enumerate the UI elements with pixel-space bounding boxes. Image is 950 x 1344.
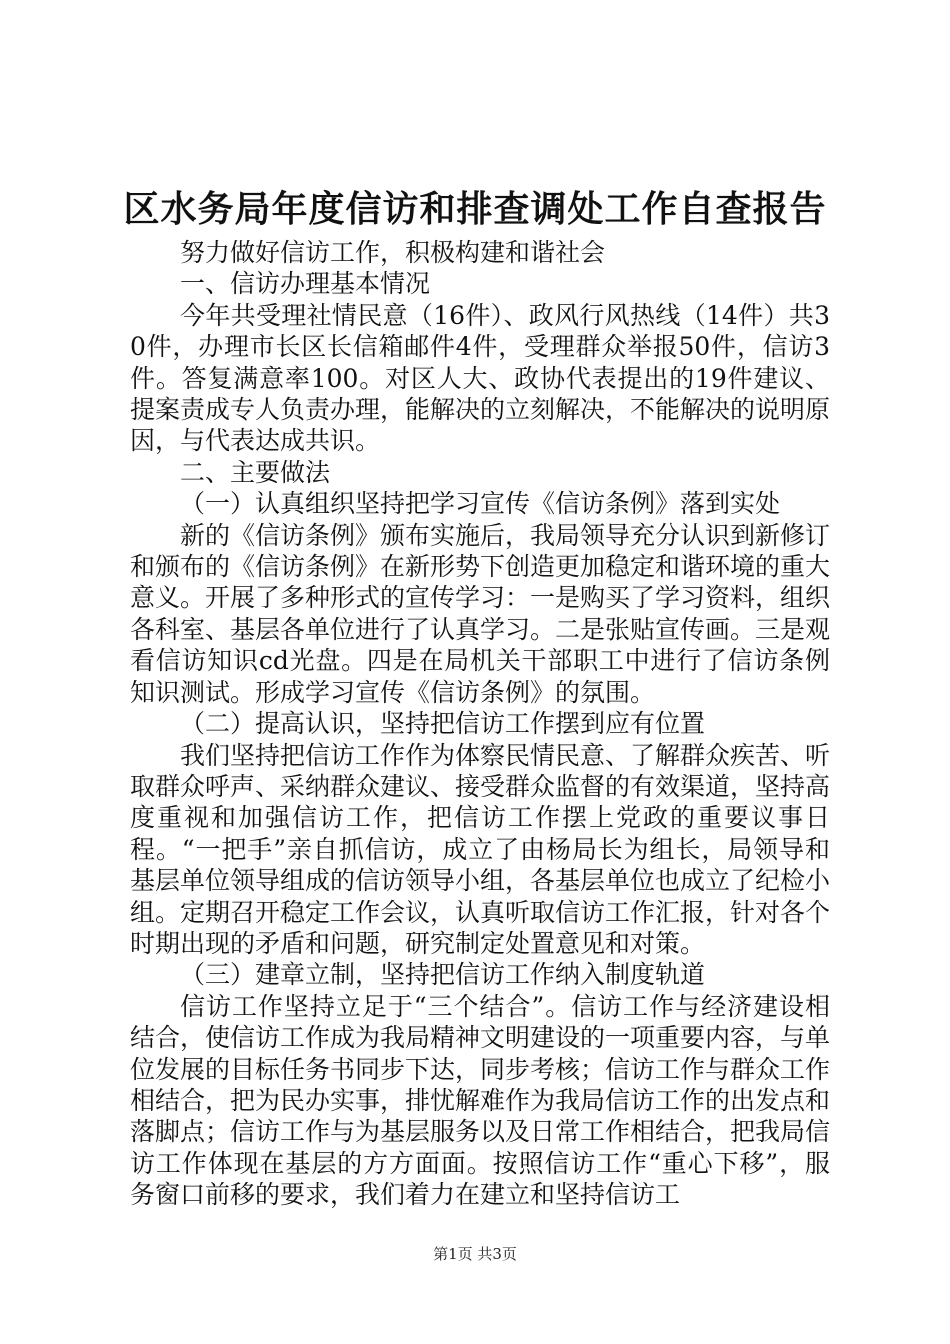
- subsection-heading-2: （二）提高认识，坚持把信访工作摆到应有位置: [180, 709, 706, 739]
- document-title: 区水务局年度信访和排查调处工作自查报告: [123, 188, 827, 230]
- subsection-heading-1: （一）认真组织坚持把学习宣传《信访条例》落到实处: [180, 489, 781, 519]
- subsection-heading-3: （三）建章立制，坚持把信访工作纳入制度轨道: [180, 960, 706, 990]
- section-heading-2: 二、主要做法: [180, 457, 331, 487]
- subtitle-paragraph: 努力做好信访工作，积极构建和谐社会: [180, 238, 606, 267]
- body-paragraph: 新的《信访条例》颁布实施后，我局领导充分认识到新修订和颁布的《信访条例》在新形势下创造更加稳定和谐环境的重大意义。开展了多种形式的宣传学习：一是购买了学习资料，组织各科室、基层各单位进行了认真学习。二是张贴宣传画。三是观看信访知识cd光盘。四是在局机关干部职工中进行了信访条例知识测试。形成学习宣传《信访条例》的氛围。: [130, 520, 831, 707]
- body-paragraph: 今年共受理社情民意（16件）、政风行风热线（14件）共30件，办理市长区长信箱邮件4件，受理群众举报50件，信访3件。答复满意率100。对区人大、政协代表提出的19件建议、提案责成专人负责办理，能解决的立刻解决，不能解决的说明原因，与代表达成共识。: [130, 300, 831, 456]
- page-number-footer: 第1页 共3页: [433, 1245, 517, 1263]
- document-body: [130, 237, 830, 1211]
- section-heading-1: 一、信访办理基本情况: [180, 269, 431, 299]
- body-paragraph: 信访工作坚持立足于“三个结合”。信访工作与经济建设相结合，使信访工作成为我局精神文明建设的一项重要内容，与单位发展的目标任务书同步下达，同步考核；信访工作与群众工作相结合，把为民办实事，排忧解难作为我局信访工作的出发点和落脚点；信访工作与为基层服务以及日常工作相结合，把我局信访工作体现在基层的方方面面。按照信访工作“重心下移”，服务窗口前移的要求，我们着力在建立和坚持信访工: [130, 991, 831, 1210]
- body-paragraph: 我们坚持把信访工作作为体察民情民意、了解群众疾苦、听取群众呼声、采纳群众建议、接受群众监督的有效渠道，坚持高度重视和加强信访工作，把信访工作摆上党政的重要议事日程。“一把手”亲自抓信访，成立了由杨局长为组长，局领导和基层单位领导组成的信访领导小组，各基层单位也成立了纪检小组。定期召开稳定工作会议，认真听取信访工作汇报，针对各个时期出现的矛盾和问题，研究制定处置意见和对策。: [130, 740, 831, 958]
